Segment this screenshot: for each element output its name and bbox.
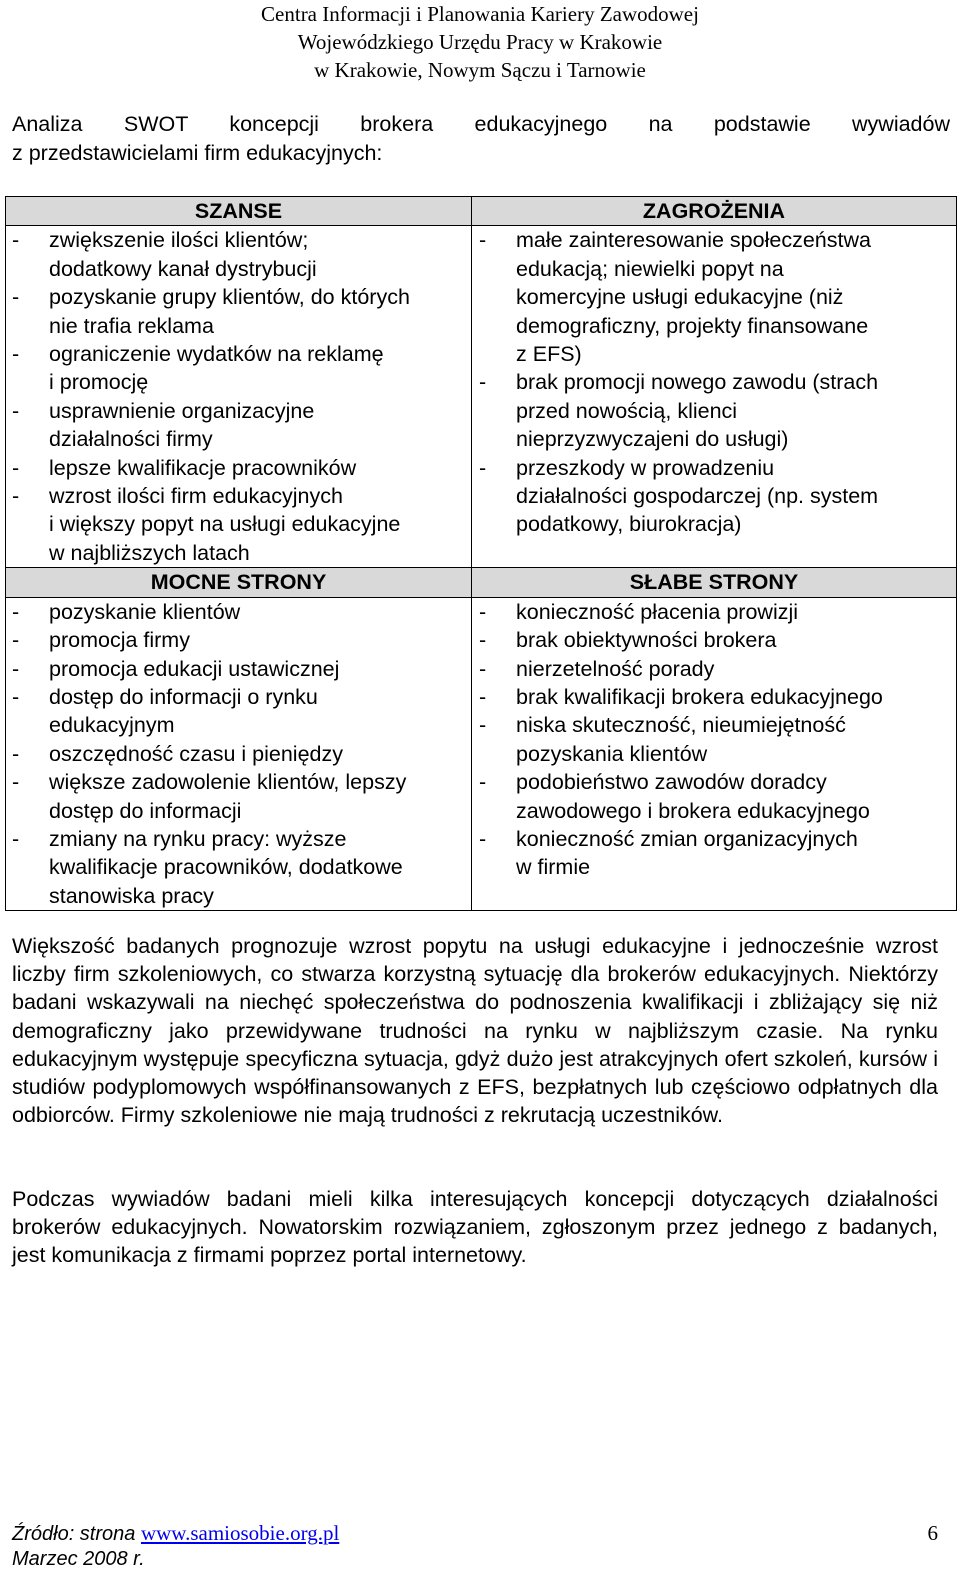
- swot-content-row-top: [6, 226, 957, 568]
- weaknesses-cell: [472, 597, 957, 910]
- page-number: 6: [927, 1521, 938, 1545]
- body-paragraph: Większość badanych prognozuje wzrost popytu na usługi edukacyjne i jednocześnie wzrost liczby firm szkoleniowych, co stwarza korzystną sytuację dla brokerów edukacyjnych. Niektórzy badani wskazywali na niechęć społeczeństwa do podnoszenia kwalifikacji i zbliżający się niż demograficzny jako przewidywane trudności na rynku w najbliższym czasie. Na rynku edukacyjnym występuje specyficzna sytuacja, gdyż dużo jest atrakcyjnych ofert szkoleń, kursów i studiów podyplomowych współfinansowanych z EFS, bezpłatnych lub częściowo odpłatnych dla odbiorców. Firmy szkoleniowe nie mają trudności z rekrutacją uczestników.: [12, 934, 938, 1128]
- threat-item: - przeszkody w prowadzeniu działalności gospodarczej (np. system podatkowy, biurokracja): [479, 454, 953, 539]
- weaknesses-list: [479, 598, 953, 882]
- strength-item: - promocja firmy: [12, 626, 468, 654]
- weakness-item: - brak obiektywności brokera: [479, 626, 953, 654]
- swot-content-row-bottom: [6, 597, 957, 910]
- strength-item: - promocja edukacji ustawicznej: [12, 655, 468, 683]
- threat-item: - brak promocji nowego zawodu (strach przed nowością, klienci nieprzyzwyczajeni do usługi): [479, 368, 953, 453]
- strength-item: - oszczędność czasu i pieniędzy: [12, 740, 468, 768]
- threats-heading: ZAGROŻENIA: [472, 197, 957, 226]
- page-footer: [12, 1519, 938, 1570]
- header-line-3: w Krakowie, Nowym Sączu i Tarnowie: [314, 58, 646, 82]
- threats-list: [479, 226, 953, 538]
- intro-line-2: z przedstawicielami firm edukacyjnych:: [12, 141, 383, 165]
- opportunity-item: - zwiększenie ilości klientów; dodatkowy kanał dystrybucji: [12, 226, 468, 283]
- swot-intro: [12, 110, 950, 168]
- weakness-item: - podobieństwo zawodów doradcy zawodowego i brokera edukacyjnego: [479, 768, 953, 825]
- swot-header-row-top: [6, 197, 957, 226]
- strengths-heading: MOCNE STRONY: [6, 568, 472, 597]
- weakness-item: - konieczność zmian organizacyjnych w firmie: [479, 825, 953, 882]
- threats-cell: [472, 226, 957, 568]
- opportunity-item: - pozyskanie grupy klientów, do których nie trafia reklama: [12, 283, 468, 340]
- weakness-item: - nierzetelność porady: [479, 655, 953, 683]
- opportunity-item: - ograniczenie wydatków na reklamę i promocję: [12, 340, 468, 397]
- opportunities-cell: [6, 226, 472, 568]
- opportunities-list: [12, 226, 468, 567]
- weakness-item: - brak kwalifikacji brokera edukacyjnego: [479, 683, 953, 711]
- opportunity-item: - usprawnienie organizacyjne działalności firmy: [12, 397, 468, 454]
- strength-item: - dostęp do informacji o rynku edukacyjnym: [12, 683, 468, 740]
- intro-line-1: Analiza SWOT koncepcji brokera edukacyjnego na podstawie wywiadów: [12, 112, 950, 136]
- opportunities-heading: SZANSE: [6, 197, 472, 226]
- strength-item: - pozyskanie klientów: [12, 598, 468, 626]
- weaknesses-heading: SŁABE STRONY: [472, 568, 957, 597]
- weakness-item: - konieczność płacenia prowizji: [479, 598, 953, 626]
- strength-item: - większe zadowolenie klientów, lepszy dostęp do informacji: [12, 768, 468, 825]
- opportunity-item: - lepsze kwalifikacje pracowników: [12, 454, 468, 482]
- strengths-list: [12, 598, 468, 910]
- footer-date: Marzec 2008 r.: [12, 1548, 145, 1570]
- weakness-item: - niska skuteczność, nieumiejętność pozyskania klientów: [479, 711, 953, 768]
- swot-header-row-bottom: [6, 568, 957, 597]
- source-link[interactable]: www.samiosobie.org.pl: [140, 1521, 340, 1545]
- header-line-1: Centra Informacji i Planowania Kariery Zawodowej: [261, 2, 699, 26]
- strengths-cell: [6, 597, 472, 910]
- opportunity-item: - wzrost ilości firm edukacyjnych i większy popyt na usługi edukacyjne w najbliższych latach: [12, 482, 468, 567]
- threat-item: - małe zainteresowanie społeczeństwa edukacją; niewielki popyt na komercyjne usługi edukacyjne (niż demograficzny, projekty finansowane z EFS): [479, 226, 953, 368]
- header-line-2: Wojewódzkiego Urzędu Pracy w Krakowie: [297, 30, 663, 54]
- strength-item: - zmiany na rynku pracy: wyższe kwalifikacje pracowników, dodatkowe stanowiska pracy: [12, 825, 468, 910]
- source-label: Źródło: strona: [12, 1523, 141, 1545]
- body-paragraph: Podczas wywiadów badani mieli kilka interesujących koncepcji dotyczących działalności brokerów edukacyjnych. Nowatorskim rozwiązaniem, zgłoszonym przez jednego z badanych, jest komunikacja z firmami poprzez portal internetowy.: [12, 1187, 938, 1268]
- swot-table: [5, 196, 957, 911]
